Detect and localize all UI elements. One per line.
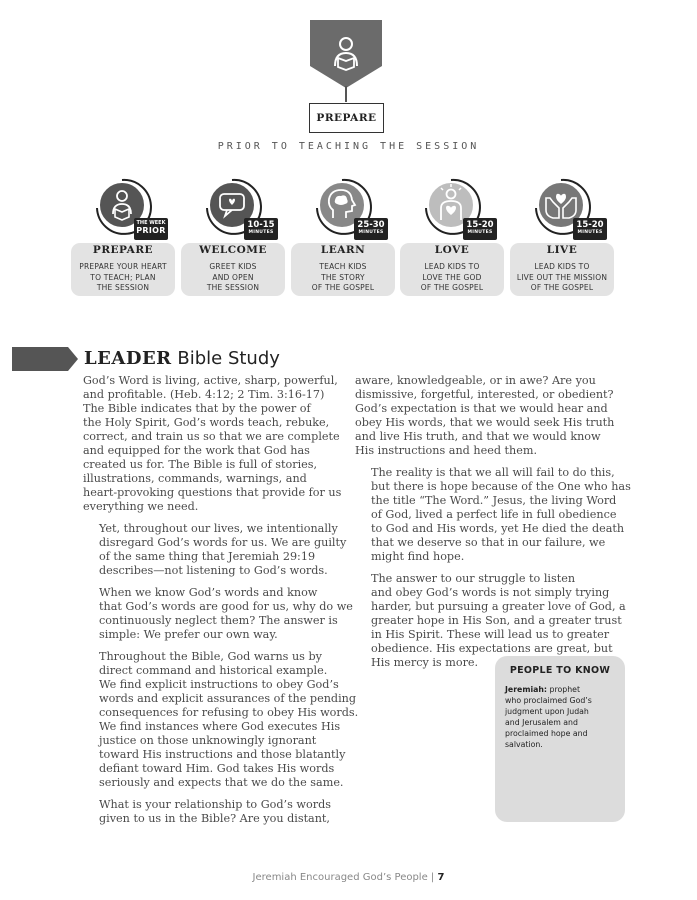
prepare-shield-icon bbox=[310, 20, 382, 88]
prior-subtitle: PRIOR TO TEACHING THE SESSION bbox=[217, 141, 480, 152]
paragraph bbox=[83, 522, 345, 578]
text-line: and profitable. (Heb. 4:12; 2 Tim. 3:16-17) bbox=[83, 388, 325, 401]
text-line: given to us in the Bible? Are you distant, bbox=[99, 812, 330, 825]
text-line: What is your relationship to God’s words bbox=[99, 798, 331, 811]
text-line: correct, and train us so that we are complete bbox=[83, 430, 340, 443]
text-line: toward His instructions and those blatantly bbox=[99, 748, 346, 761]
paragraph bbox=[355, 466, 631, 564]
time-badge: 15-20 MINUTES bbox=[463, 218, 497, 240]
text-line: The answer to our struggle to listen bbox=[371, 572, 576, 585]
text-line: the title “The Word.” Jesus, the living Word bbox=[371, 494, 617, 507]
step-title: LIVE bbox=[546, 244, 578, 256]
step-description: GREET KIDS AND OPEN THE SESSION bbox=[206, 262, 260, 292]
text-line: His mercy is more. bbox=[371, 656, 479, 669]
text-line: continuously neglect them? The answer is bbox=[99, 614, 338, 627]
text-line: We find instances where God executes His bbox=[99, 720, 341, 733]
text-line: aware, knowledgeable, or in awe? Are you bbox=[355, 374, 596, 387]
text-line: greater hope in His Son, and a greater trust bbox=[371, 614, 622, 627]
text-line: illustrations, commands, warnings, and bbox=[83, 472, 307, 485]
text-line: that God’s words are good for us, why do we bbox=[99, 600, 353, 613]
time-badge: 15-20 MINUTES bbox=[573, 218, 607, 240]
text-line: but there is hope because of the One who has bbox=[371, 480, 631, 493]
prepare-label: PREPARE bbox=[309, 103, 384, 133]
paragraph bbox=[83, 798, 345, 826]
page-footer: Jeremiah Encouraged God’s People | 7 bbox=[252, 872, 445, 883]
section-heading: LEADER Bible Study bbox=[84, 348, 280, 369]
text-line: seriously and expects that we do the same. bbox=[99, 776, 344, 789]
step-description: PREPARE YOUR HEART TO TEACH; PLAN THE SESSION bbox=[79, 262, 167, 292]
paragraph bbox=[355, 374, 617, 458]
text-line: harder, but pursuing a greater love of God, a bbox=[371, 600, 626, 613]
text-line: words and explicit assurances of the pending bbox=[99, 692, 357, 705]
text-line: of the same thing that Jeremiah 29:19 bbox=[99, 550, 316, 563]
people-to-know-title: PEOPLE TO KNOW bbox=[509, 665, 611, 676]
text-line: defiant toward Him. God takes His words bbox=[99, 762, 335, 775]
people-to-know-body: Jeremiah: prophet who proclaimed God’s judgment upon Judah and Jerusalem and proclaimed hope and salvation. bbox=[505, 685, 592, 749]
text-line: heart-provoking questions that provide for us bbox=[83, 486, 342, 499]
paragraph bbox=[83, 374, 345, 514]
text-line: obedience. His expectations are great, but bbox=[371, 642, 613, 655]
paragraph bbox=[83, 586, 353, 642]
step-title: LEARN bbox=[320, 244, 366, 256]
text-line: We find explicit instructions to obey God’s bbox=[99, 678, 339, 691]
text-line: The reality is that we all will fail to do this, bbox=[371, 466, 615, 479]
text-line: that we deserve so that in our failure, we bbox=[371, 536, 606, 549]
connector-line bbox=[345, 86, 347, 102]
text-line: obey His words, that we would seek His truth bbox=[355, 416, 615, 429]
text-line: When we know God’s words and know bbox=[99, 586, 318, 599]
step-title: LOVE bbox=[434, 244, 470, 256]
step-title: WELCOME bbox=[199, 244, 267, 256]
time-badge: THE WEEK PRIOR bbox=[134, 218, 168, 240]
text-line: direct command and historical example. bbox=[99, 664, 328, 677]
text-line: created us for. The Bible is full of stories, bbox=[83, 458, 318, 471]
text-line: disregard God’s words for us. We are guilty bbox=[99, 536, 347, 549]
text-line: the Holy Spirit, God’s words teach, rebuke, bbox=[83, 416, 330, 429]
text-line: describes—not listening to God’s words. bbox=[99, 564, 328, 577]
section-tab-arrow bbox=[12, 347, 78, 371]
text-line: Throughout the Bible, God warns us by bbox=[99, 650, 322, 663]
text-line: simple: We prefer our own way. bbox=[99, 628, 278, 641]
text-line: to God and His words, yet He died the death bbox=[371, 522, 625, 535]
step-description: LEAD KIDS TO LIVE OUT THE MISSION OF THE GOSPEL bbox=[516, 262, 608, 292]
text-line: God’s Word is living, active, sharp, powerful, bbox=[83, 374, 338, 387]
text-line: and live His truth, and that we would know bbox=[355, 430, 601, 443]
body-column-left bbox=[83, 374, 359, 834]
text-line: in His Spirit. These will lead us to greater bbox=[371, 628, 610, 641]
paragraph bbox=[83, 650, 359, 790]
text-line: and obey God’s words is not simply trying bbox=[371, 586, 610, 599]
text-line: consequences for refusing to obey His words. bbox=[99, 706, 359, 719]
text-line: might find hope. bbox=[371, 550, 465, 563]
text-line: God’s expectation is that we would hear and bbox=[355, 402, 608, 415]
text-line: His instructions and heed them. bbox=[355, 444, 538, 457]
text-line: and equipped for the work that God has bbox=[83, 444, 310, 457]
people-to-know-box bbox=[495, 656, 625, 822]
text-line: everything we need. bbox=[83, 500, 199, 513]
step-description: LEAD KIDS TO LOVE THE GOD OF THE GOSPEL bbox=[420, 262, 484, 292]
text-line: justice on those unknowingly ignorant bbox=[99, 734, 317, 747]
text-line: The Bible indicates that by the power of bbox=[83, 402, 311, 415]
time-badge: 10-15 MINUTES bbox=[244, 218, 278, 240]
step-description: TEACH KIDS THE STORY OF THE GOSPEL bbox=[311, 262, 375, 292]
time-badge: 25-30 MINUTES bbox=[354, 218, 388, 240]
text-line: dismissive, forgetful, interested, or obedient? bbox=[355, 388, 614, 401]
step-title: PREPARE bbox=[92, 244, 154, 256]
text-line: Yet, throughout our lives, we intentionally bbox=[99, 522, 338, 535]
text-line: of God, lived a perfect life in full obedience bbox=[371, 508, 617, 521]
body-column-right bbox=[355, 374, 631, 678]
